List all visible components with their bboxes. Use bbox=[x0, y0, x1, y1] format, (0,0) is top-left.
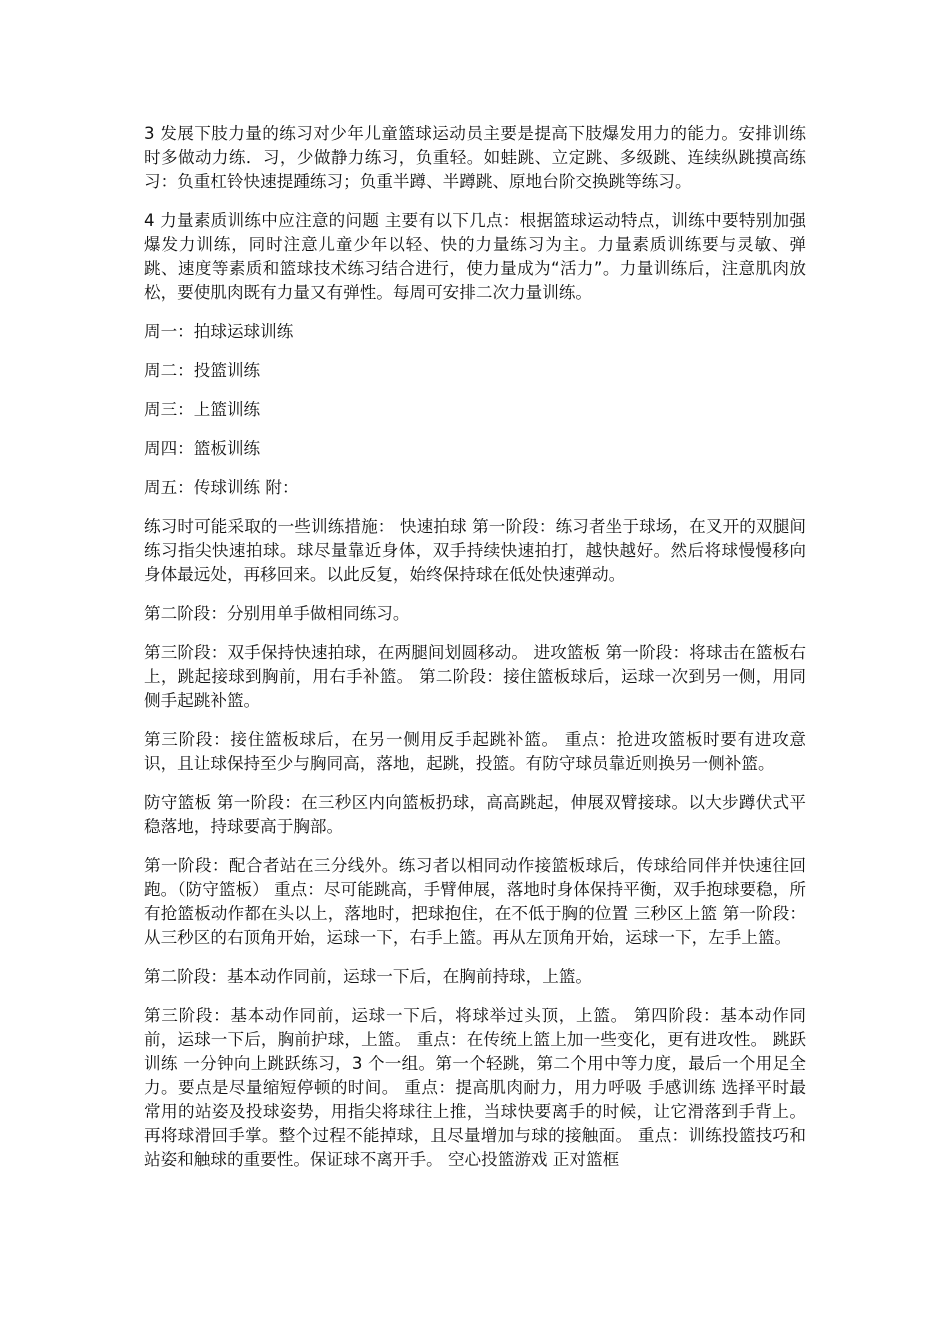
schedule-friday: 周五：传球训练 附： bbox=[144, 478, 299, 497]
paragraph-defensive-rebound: 防守篮板 第一阶段：在三秒区内向篮板扔球，高高跳起，伸展双臂接球。以大步蹲伏式平稳落地，持球要高于胸部。 bbox=[144, 793, 806, 836]
paragraph-strength-training-notes: 4 力量素质训练中应注意的问题 主要有以下几点：根据篮球运动特点，训练中要特别加强爆发力训练，同时注意儿童少年以轻、快的力量练习为主。力量素质训练要与灵敏、弹跳、速度等素质和篮球技术练习结合进行，使力量成为“活力”。力量训练后，注意肌肉放松，要使肌肉既有力量又有弹性。每周可安排二次力量训练。 bbox=[144, 211, 806, 302]
paragraph-layup-stage2: 第二阶段：基本动作同前，运球一下后，在胸前持球，上篮。 bbox=[144, 967, 593, 986]
paragraph-offensive-rebound: 第三阶段：双手保持快速拍球，在两腿间划圆移动。 进攻篮板 第一阶段：将球击在篮板右上，跳起接球到胸前，用右手补篮。 第二阶段：接住篮板球后，运球一次到另一侧，用同侧手起跳补篮。 bbox=[144, 643, 806, 710]
schedule-thursday: 周四：篮板训练 bbox=[144, 439, 261, 458]
paragraph-fast-dribble-stage1: 练习时可能采取的一些训练措施： 快速拍球 第一阶段：练习者坐于球场，在叉开的双腿间练习指尖快速拍球。球尽量靠近身体，双手持续快速拍打，越快越好。然后将球慢慢移向身体最远处，再移回来。以此反复，始终保持球在低处快速弹动。 bbox=[144, 517, 806, 584]
paragraph-fast-dribble-stage2: 第二阶段：分别用单手做相同练习。 bbox=[144, 604, 410, 623]
paragraph-layup-stage3-and-more: 第三阶段：基本动作同前，运球一下后，将球举过头顶，上篮。 第四阶段：基本动作同前，运球一下后，胸前护球，上篮。 重点：在传统上篮上加一些变化，更有进攻性。 跳跃训练 一分钟向上跳跃练习，3 个一组。第一个轻跳，第二个用中等力度，最后一个用足全力。要点是尽量缩短停顿的时间。 重点：提高肌肉耐力，用力呼吸 手感训练 选择平时最常用的站姿及投球姿势，用指尖将球往上推，当球快要离手的时候，让它滑落到手背上。再将球滑回手掌。整个过程不能掉球，且尽量增加与球的接触面。 重点：训练投篮技巧和站姿和触球的重要性。保证球不离开手。 空心投篮游戏 正对篮框 bbox=[144, 1006, 806, 1169]
schedule-wednesday: 周三：上篮训练 bbox=[144, 400, 261, 419]
schedule-monday: 周一：拍球运球训练 bbox=[144, 322, 294, 341]
paragraph-lower-limb-strength: 3 发展下肢力量的练习对少年儿童篮球运动员主要是提高下肢爆发用力的能力。安排训练时多做动力练．习，少做静力练习，负重轻。如蛙跳、立定跳、多级跳、连续纵跳摸高练习：负重杠铃快速提踵练习；负重半蹲、半蹲跳、原地台阶交换跳等练习。 bbox=[144, 124, 806, 191]
paragraph-rebound-pass-and-layup: 第一阶段：配合者站在三分线外。练习者以相同动作接篮板球后，传球给同伴并快速往回跑。（防守篮板） 重点：尽可能跳高，手臂伸展，落地时身体保持平衡，双手抱球要稳，所有抢篮板动作都在头以上，落地时，把球抱住，在不低于胸的位置 三秒区上篮 第一阶段：从三秒区的右顶角开始，运球一下，右手上篮。再从左顶角开始，运球一下，左手上篮。 bbox=[144, 856, 806, 947]
schedule-tuesday: 周二：投篮训练 bbox=[144, 361, 261, 380]
document-body bbox=[144, 122, 806, 1187]
paragraph-offensive-rebound-stage3: 第三阶段：接住篮板球后，在另一侧用反手起跳补篮。 重点：抢进攻篮板时要有进攻意识，且让球保持至少与胸同高，落地，起跳，投篮。有防守球员靠近则换另一侧补篮。 bbox=[144, 730, 806, 773]
